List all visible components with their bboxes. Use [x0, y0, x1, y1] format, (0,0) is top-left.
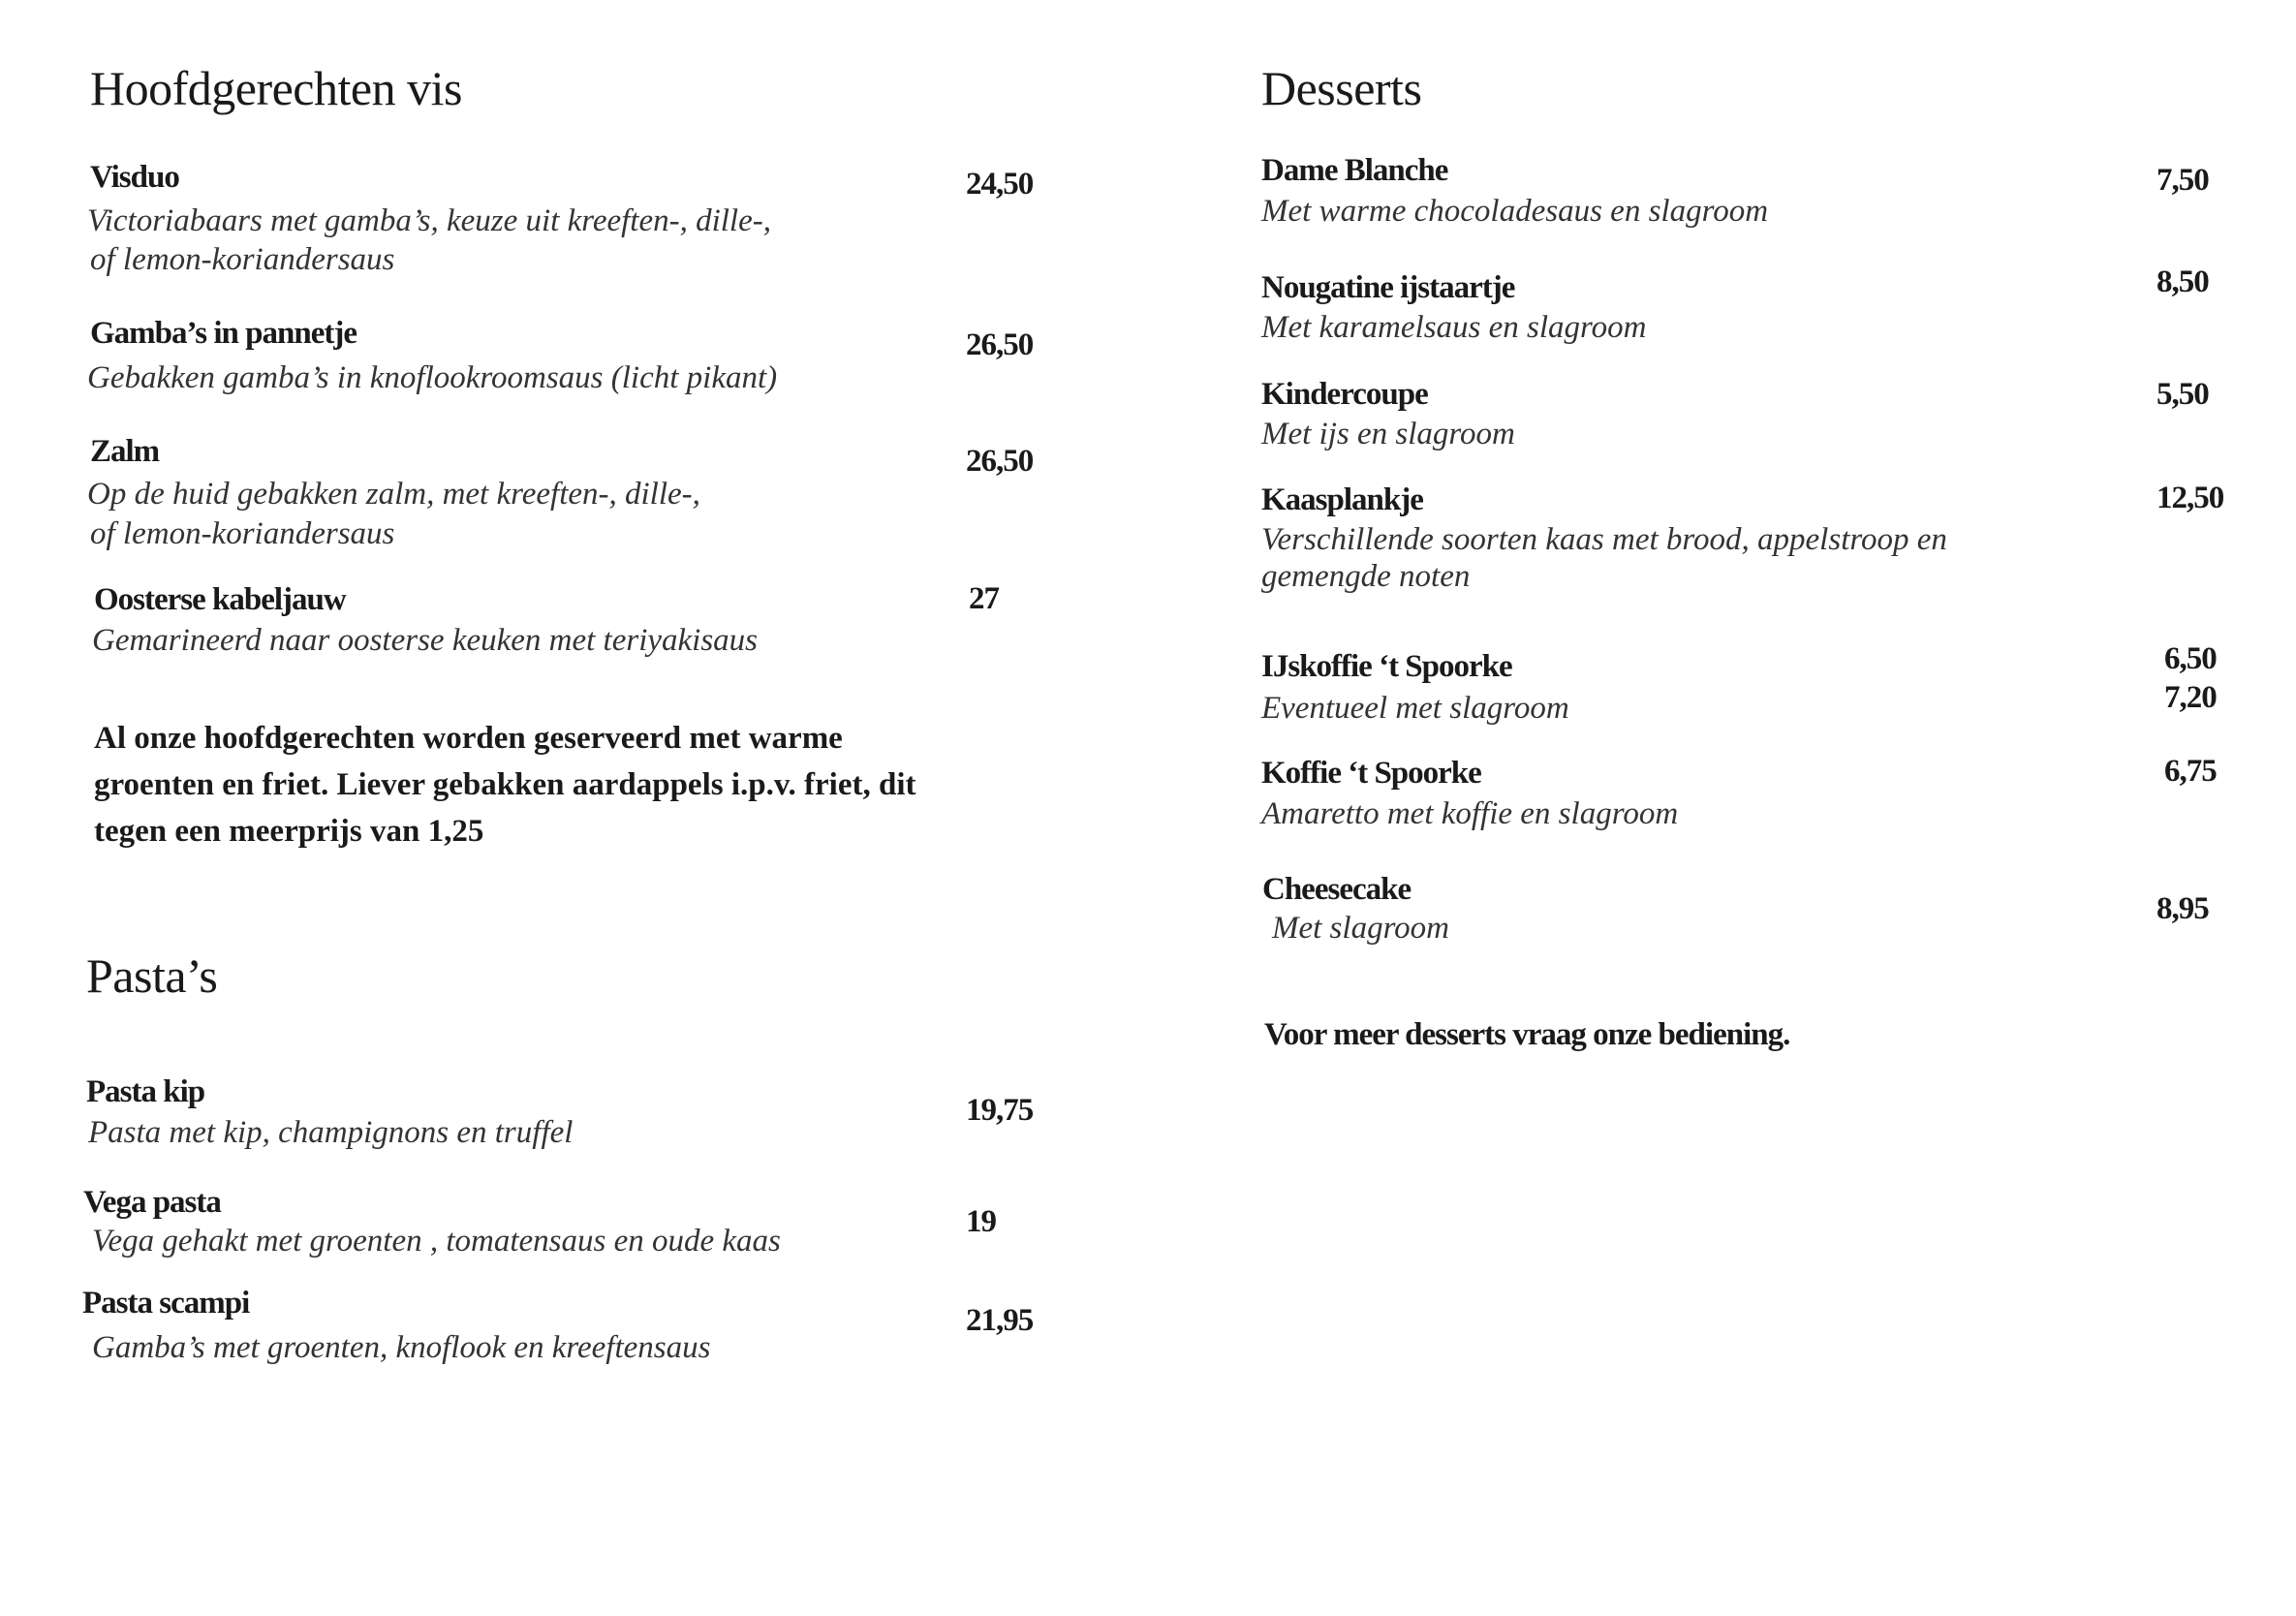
item-price: 6,75 [2164, 754, 2217, 789]
item-description: Gamba’s met groenten, knoflook en kreeftensaus [92, 1330, 711, 1365]
item-price: 7,50 [2156, 163, 2209, 198]
item-price: 26,50 [966, 327, 1034, 362]
item-description: Pasta met kip, champignons en truffel [88, 1115, 574, 1150]
item-description: Eventueel met slagroom [1261, 691, 1569, 726]
item-price: 21,95 [966, 1303, 1034, 1338]
item-description: of lemon-koriandersaus [90, 242, 395, 277]
item-description: Vega gehakt met groenten , tomatensaus en oude kaas [92, 1224, 781, 1259]
item-name: Koffie ‘t Spoorke [1261, 756, 1481, 791]
side-dish-note: Al onze hoofdgerechten worden geserveerd met warme groenten en friet. Liever gebakken aardappels i.p.v. friet, dit tegen een meerprijs van 1,25 [94, 721, 916, 849]
item-price: 19 [966, 1204, 996, 1239]
item-name: Dame Blanche [1261, 153, 1448, 188]
item-name: Kindercoupe [1261, 377, 1428, 412]
item-name: Oosterse kabeljauw [94, 582, 346, 617]
item-price: 24,50 [966, 167, 1034, 202]
item-name: Kaasplankje [1261, 482, 1423, 517]
item-description: Verschillende soorten kaas met brood, appelstroop en [1261, 522, 1947, 557]
item-name: Gamba’s in pannetje [90, 316, 357, 351]
section-title-fish: Hoofdgerechten vis [90, 61, 462, 115]
item-name: Vega pasta [83, 1185, 221, 1220]
item-description: gemengde noten [1261, 559, 1471, 594]
item-price-alt: 7,20 [2164, 680, 2217, 715]
item-price: 5,50 [2156, 377, 2209, 412]
item-description: Gemarineerd naar oosterse keuken met teriyakisaus [92, 623, 759, 658]
item-price: 26,50 [966, 444, 1034, 479]
item-price: 8,50 [2156, 264, 2209, 299]
item-name: Pasta scampi [82, 1286, 250, 1321]
desserts-note: Voor meer desserts vraag onze bediening. [1264, 1017, 1790, 1052]
item-description: Amaretto met koffie en slagroom [1261, 796, 1679, 831]
item-price: 12,50 [2156, 481, 2224, 515]
section-title-desserts: Desserts [1261, 61, 1422, 115]
item-name: Cheesecake [1262, 872, 1412, 907]
item-name: Zalm [90, 434, 160, 469]
section-title-pasta: Pasta’s [86, 948, 218, 1003]
item-description: Met slagroom [1272, 911, 1450, 946]
item-name: Visduo [90, 160, 179, 195]
item-price: 6,50 [2164, 641, 2217, 676]
item-name: IJskoffie ‘t Spoorke [1261, 649, 1512, 684]
item-price: 8,95 [2156, 891, 2209, 926]
item-name: Pasta kip [86, 1074, 205, 1109]
item-description: Victoriabaars met gamba’s, keuze uit kreeften-, dille-, [87, 203, 771, 238]
item-description: Met karamelsaus en slagroom [1261, 310, 1647, 345]
item-name: Nougatine ijstaartje [1261, 270, 1515, 305]
item-description: Met warme chocoladesaus en slagroom [1261, 194, 1769, 229]
item-price: 27 [969, 581, 999, 616]
item-description: Met ijs en slagroom [1261, 417, 1515, 451]
item-price: 19,75 [966, 1093, 1034, 1128]
item-description: Op de huid gebakken zalm, met kreeften-, dille-, [87, 477, 700, 512]
item-description: of lemon-koriandersaus [90, 516, 395, 551]
item-description: Gebakken gamba’s in knoflookroomsaus (licht pikant) [87, 360, 778, 395]
